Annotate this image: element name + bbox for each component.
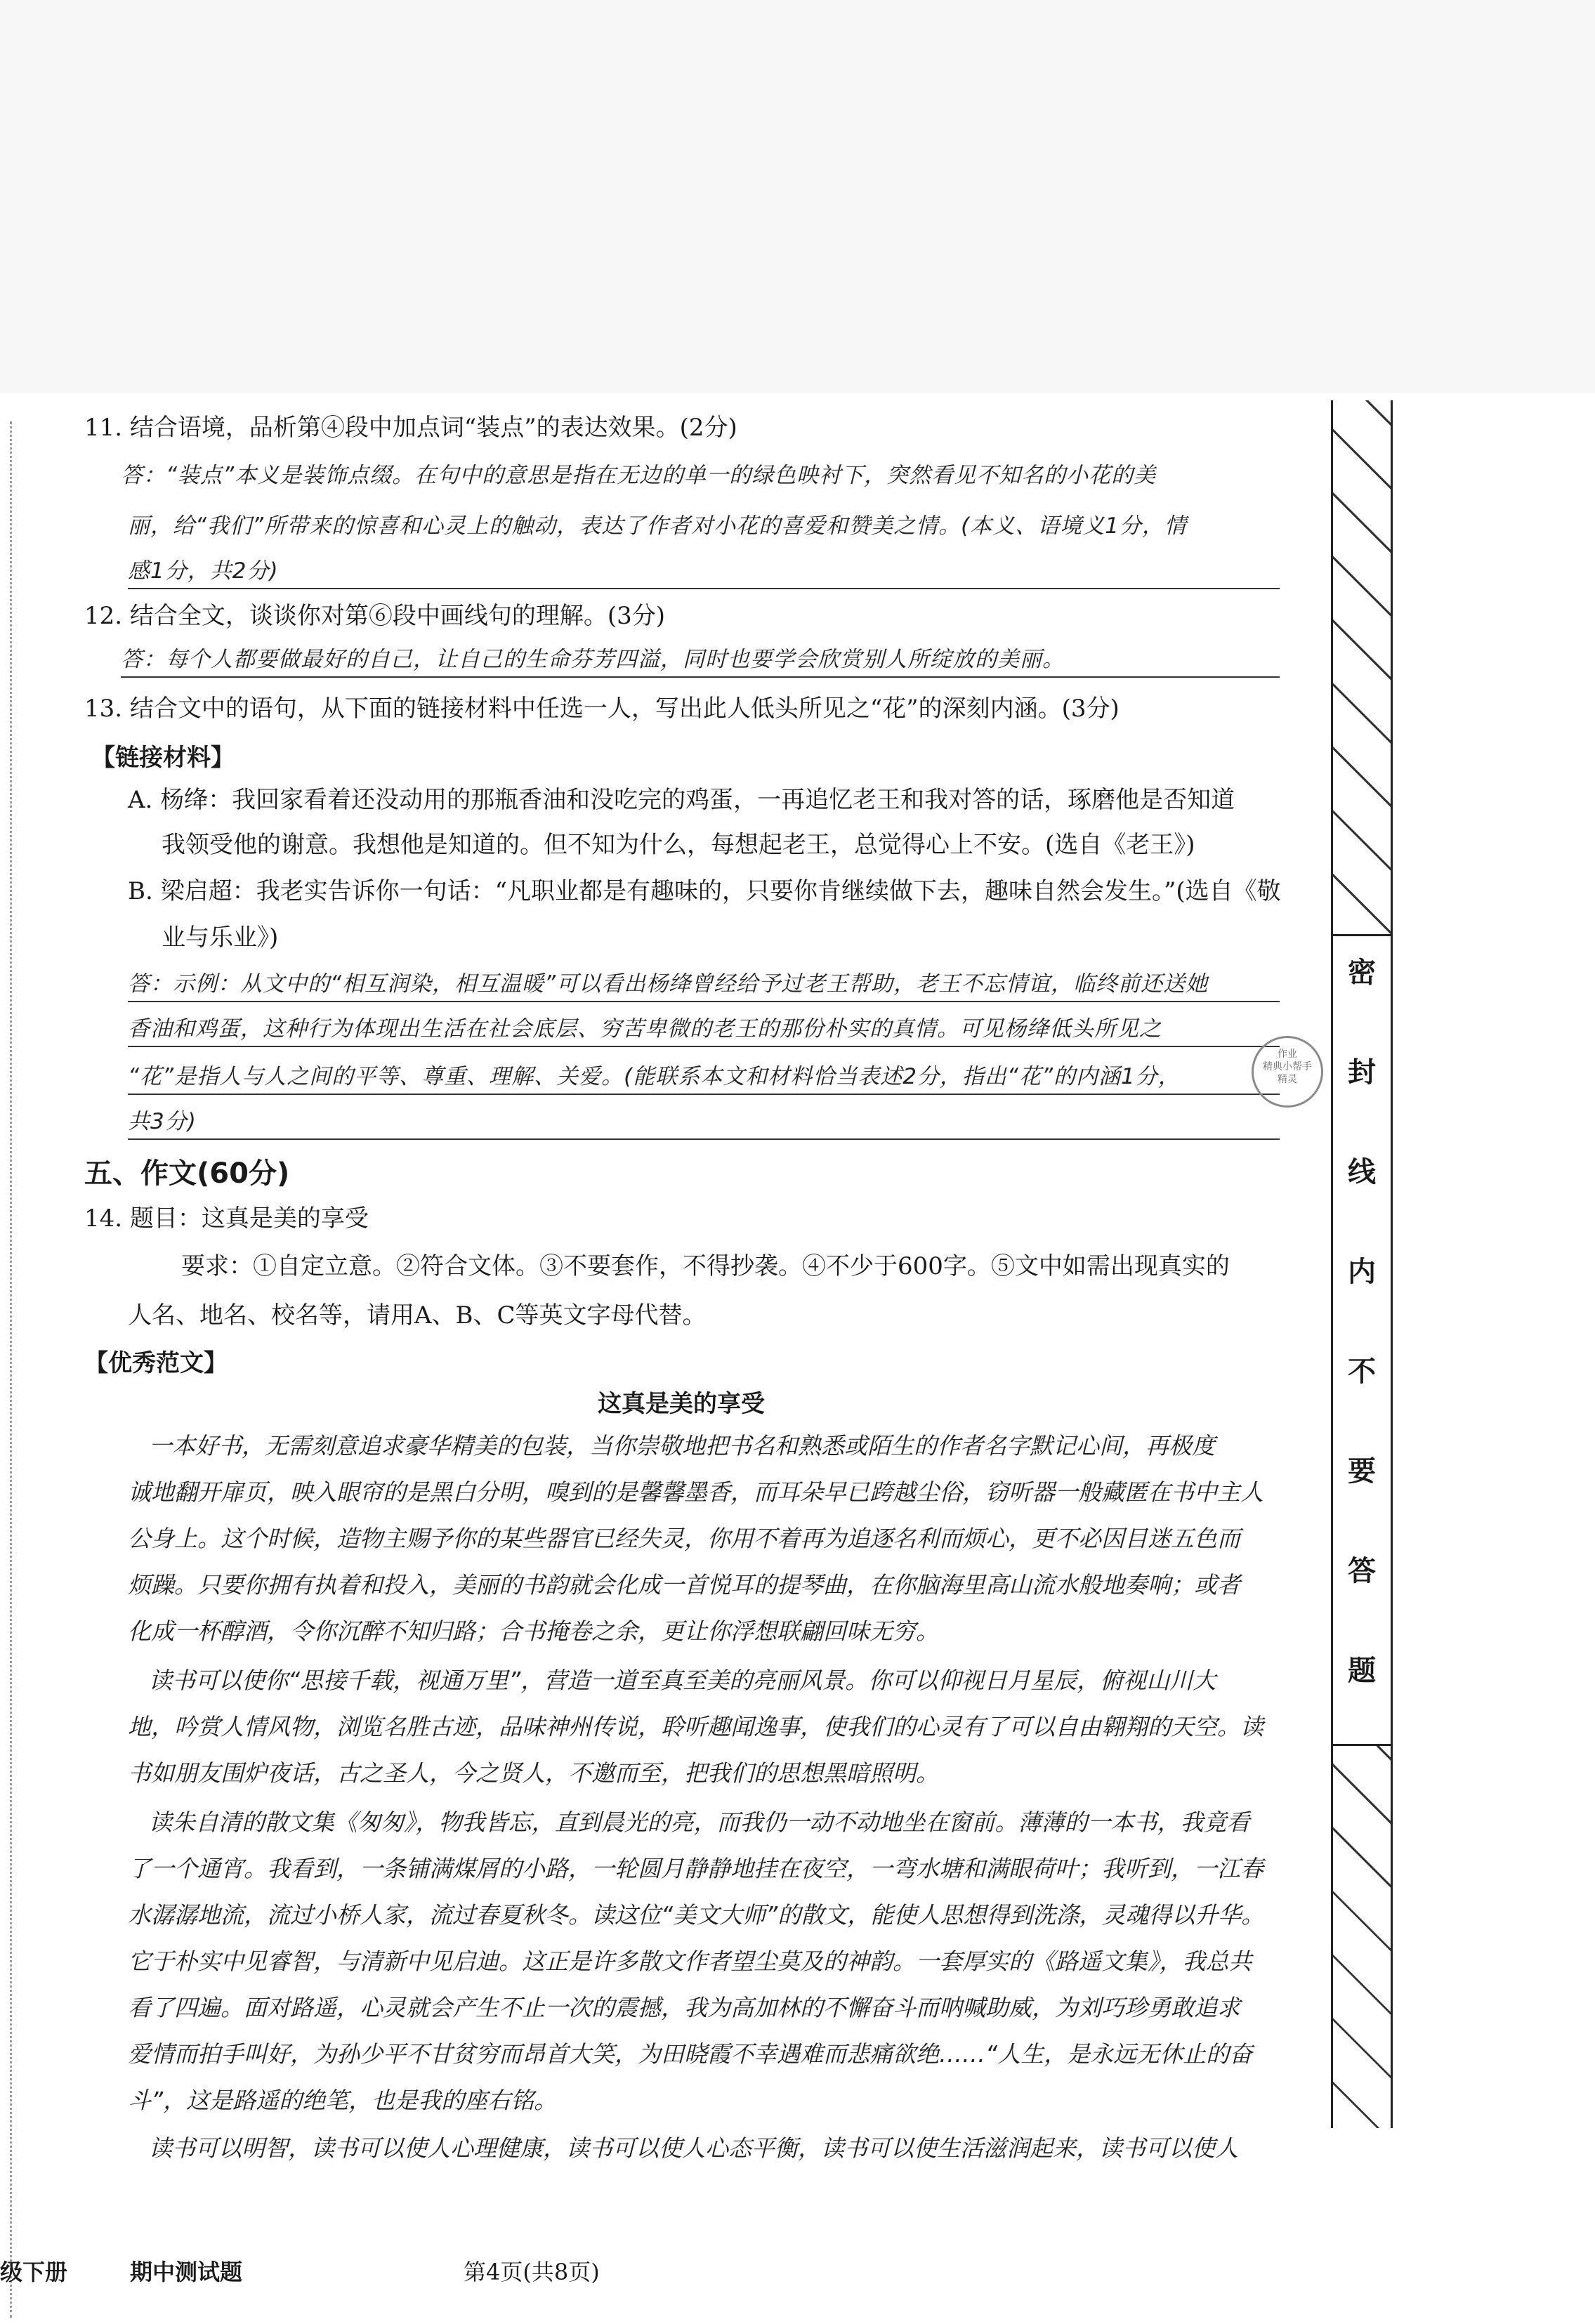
essay-line-9: 读朱自清的散文集《匆匆》，物我皆忘，直到晨光的亮，而我仍一动不动地坐在窗前。薄薄的一本书，我竟看 <box>149 1808 1250 1836</box>
essay-line-7: 地，吟赏人情风物，浏览名胜古迹，品味神州传说，聆听趣闻逸事，使我们的心灵有了可以自由翱翔的天空。读 <box>128 1713 1263 1740</box>
seal-char-2: 封 <box>1348 1056 1376 1089</box>
stamp-line-3: 精灵 <box>1278 1074 1297 1085</box>
blank-scan-margin <box>0 0 1595 393</box>
q12-answer: 答：每个人都要做最好的自己，让自己的生命芬芳四溢，同时也要学会欣赏别人所绽放的美丽。 <box>121 643 1280 678</box>
q13-material-a-2: 我领受他的谢意。我想他是知道的。但不知为什么，每想起老王，总觉得心上不安。(选自《老王》) <box>162 831 1195 859</box>
seal-column <box>1331 400 1393 2128</box>
q13-material-b-1: B. 梁启超：我老实告诉你一句话：“凡职业都是有趣味的，只要你肯继续做下去，趣味自然会发生。”(选自《敬 <box>128 877 1281 905</box>
footer-exam-name: 期中测试题 <box>130 2259 243 2285</box>
essay-line-13: 看了四遍。面对路遥，心灵就会产生不止一次的震撼，我为高加林的不懈奋斗而呐喊助威，为刘巧珍勇敢追求 <box>128 1994 1240 2021</box>
seal-char-1: 密 <box>1348 957 1376 989</box>
q12-prompt: 12. 结合全文，谈谈你对第⑥段中画线句的理解。(3分) <box>84 602 666 630</box>
essay-line-8: 书如朋友围炉夜话，古之圣人，今之贤人，不邀而至，把我们的思想黑暗照明。 <box>128 1759 939 1787</box>
q13-material-b-2: 业与乐业》) <box>162 924 279 952</box>
essay-line-4: 烦躁。只要你拥有执着和投入，美丽的书韵就会化成一首悦耳的提琴曲，在你脑海里高山流水般地奏响；或者 <box>128 1571 1240 1598</box>
q14-prompt: 14. 题目：这真是美的享受 <box>84 1204 369 1233</box>
stamp-line-1: 作业 <box>1278 1049 1297 1060</box>
essay-line-16: 读书可以明智，读书可以使人心理健康，读书可以使人心态平衡，读书可以使生活滋润起来，读书可以使人 <box>149 2134 1238 2162</box>
seal-char-3: 线 <box>1348 1156 1376 1188</box>
q13-answer-line-1: 答：示例：从文中的“相互润染，相互温暖”可以看出杨绛曾经给予过老王帮助，老王不忘情谊，临终前还送她 <box>128 967 1280 1002</box>
essay-line-2: 诚地翻开扉页，映入眼帘的是黑白分明，嗅到的是馨馨墨香，而耳朵早已跨越尘俗，窃听器一般藏匿在书中主人 <box>128 1478 1263 1506</box>
q13-material-title: 【链接材料】 <box>91 744 235 772</box>
essay-line-1: 一本好书，无需刻意追求豪华精美的包装，当你崇敬地把书名和熟悉或陌生的作者名字默记心间，再极度 <box>149 1432 1215 1459</box>
stamp-seal <box>1252 1036 1323 1108</box>
q11-answer-line-2: 丽，给“我们”所带来的惊喜和心灵上的触动，表达了作者对小花的喜爱和赞美之情。(本义、语境义1分，情 <box>128 513 1187 539</box>
footer-grade: 级下册 <box>0 2259 68 2285</box>
essay-line-11: 水潺潺地流，流过小桥人家，流过春夏秋冬。读这位“美文大师”的散文，能使人思想得到洗涤，灵魂得以升华。 <box>128 1901 1265 1929</box>
essay-label: 【优秀范文】 <box>84 1349 228 1377</box>
seal-char-5: 不 <box>1348 1355 1376 1388</box>
q13-prompt: 13. 结合文中的语句，从下面的链接材料中任选一人，写出此人低头所见之“花”的深刻内涵。(3分) <box>84 695 1120 723</box>
seal-char-7: 答 <box>1348 1555 1376 1587</box>
essay-line-3: 公身上。这个时候，造物主赐予你的某些器官已经失灵，你用不着再为追逐名利而烦心，更不必因目迷五色而 <box>128 1525 1240 1552</box>
essay-line-15: 斗”，这是路遥的绝笔，也是我的座右铭。 <box>128 2087 558 2114</box>
q13-material-a-1: A. 杨绛：我回家看着还没动用的那瓶香油和没吃完的鸡蛋，一再追忆老王和我对答的话，琢磨他是否知道 <box>128 786 1235 814</box>
essay-line-5: 化成一杯醇酒，令你沉醉不知归路；合书掩卷之余，更让你浮想联翩回味无穷。 <box>128 1617 939 1645</box>
essay-line-6: 读书可以使你“思接千载，视通万里”，营造一道至真至美的亮丽风景。你可以仰视日月星辰，俯视山川大 <box>149 1667 1216 1694</box>
q13-answer-line-2: 香油和鸡蛋，这种行为体现出生活在社会底层、穷苦卑微的老王的那份朴实的真情。可见杨绛低头所见之 <box>128 1012 1280 1047</box>
footer-page-number: 第4页(共8页) <box>464 2259 600 2285</box>
essay-title: 这真是美的享受 <box>598 1390 765 1418</box>
seal-char-8: 题 <box>1348 1655 1376 1687</box>
essay-line-10: 了一个通宵。我看到，一条铺满煤屑的小路，一轮圆月静静地挂在夜空，一弯水塘和满眼荷叶；我听到，一江春 <box>128 1855 1263 1882</box>
seal-char-6: 要 <box>1348 1455 1376 1488</box>
seal-text-box <box>1333 934 1391 1746</box>
q11-answer-line-3: 感1分，共2分) <box>128 554 1280 589</box>
seal-char-4: 内 <box>1348 1256 1376 1288</box>
q11-prompt: 11. 结合语境，品析第④段中加点词“装点”的表达效果。(2分) <box>84 414 737 442</box>
essay-line-12: 它于朴实中见睿智，与清新中见启迪。这正是许多散文作者望尘莫及的神韵。一套厚实的《路遥文集》，我总共 <box>128 1948 1252 1975</box>
q14-requirements-2: 人名、地名、校名等，请用A、B、C等英文字母代替。 <box>128 1301 707 1330</box>
q13-answer-line-3: “花”是指人与人之间的平等、尊重、理解、关爱。(能联系本文和材料恰当表述2分，指出“花”的内涵1分， <box>128 1060 1280 1095</box>
q13-answer-line-4: 共3分) <box>128 1105 1280 1140</box>
q14-requirements-1: 要求：①自定立意。②符合文体。③不要套作，不得抄袭。④不少于600字。⑤文中如需出现真实的 <box>181 1252 1230 1280</box>
essay-line-14: 爱情而拍手叫好，为孙少平不甘贫穷而昂首大笑，为田晓霞不幸遇难而悲痛欲绝……“人生，是永远无休止的奋 <box>128 2040 1253 2068</box>
binding-dotted-line <box>10 421 12 2318</box>
section5-title: 五、作文(60分) <box>84 1157 290 1190</box>
stamp-line-2: 精典小帮手 <box>1263 1061 1312 1072</box>
q11-answer-line-1: 答：“装点”本义是装饰点缀。在句中的意思是指在无边的单一的绿色映衬下，突然看见不知名的小花的美 <box>121 463 1157 488</box>
